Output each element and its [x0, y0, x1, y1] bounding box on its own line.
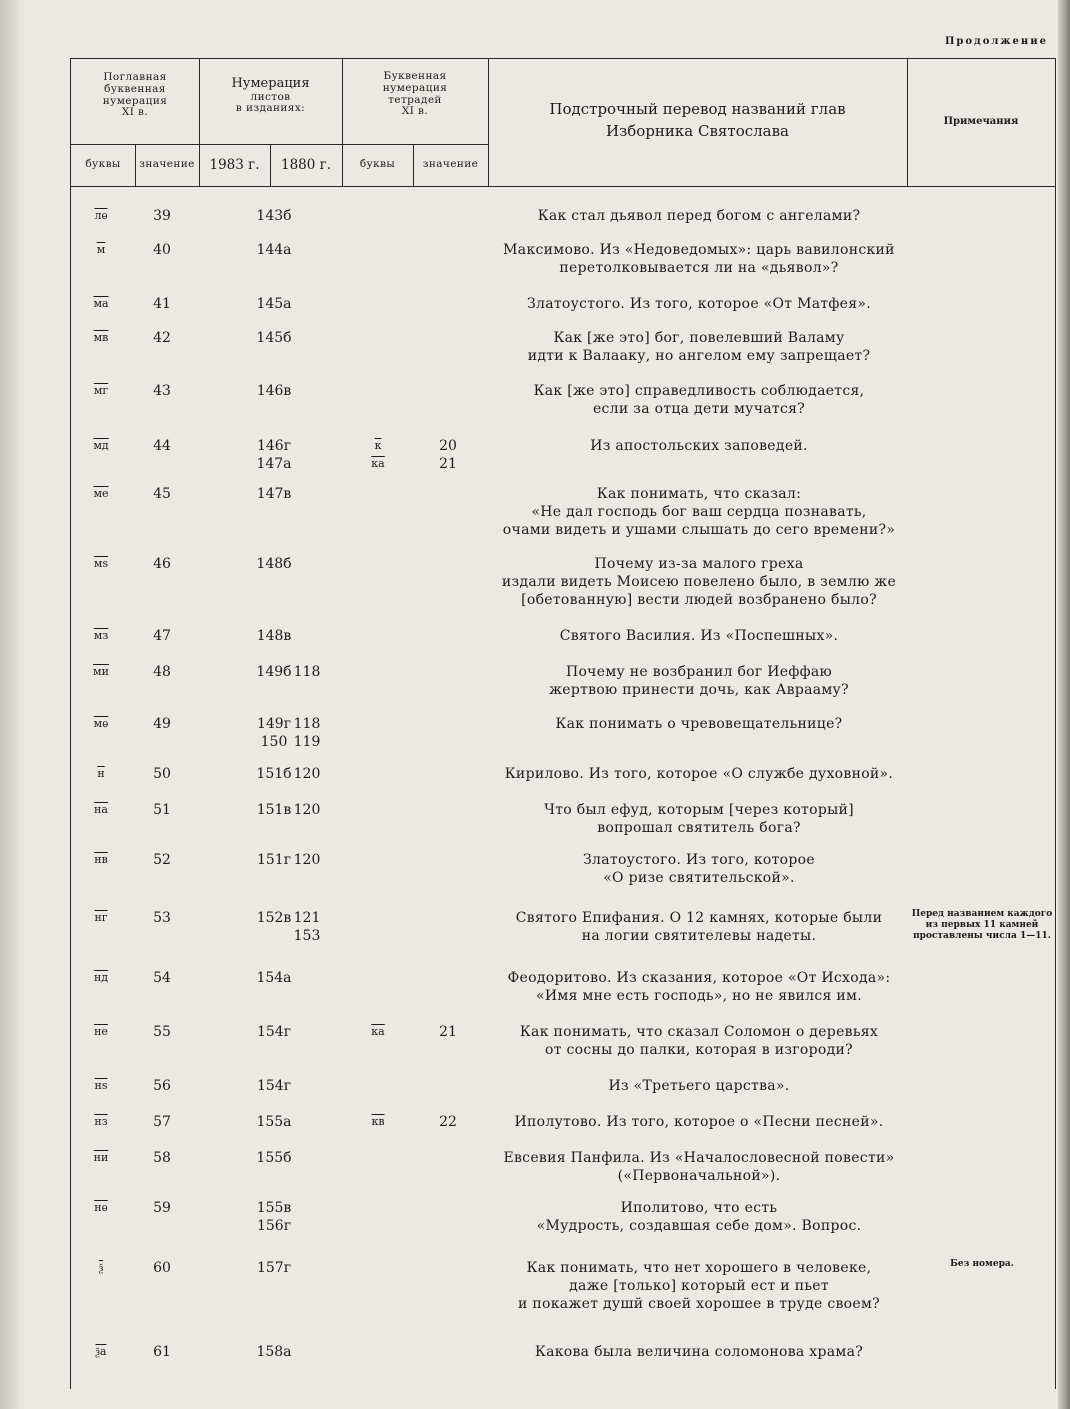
sheet-1983: 157г	[256, 1260, 292, 1276]
header-line: XI в.	[401, 105, 429, 118]
header-sub-letters-2: буквы	[359, 158, 396, 170]
sheet-1983: 148в	[256, 628, 292, 644]
sheet-1983: 151г	[256, 852, 292, 868]
sheet-1983: 158а	[256, 1344, 292, 1360]
chapter-value: 60	[153, 1260, 171, 1276]
chapter-title: Из апостольских заповедей.	[590, 438, 808, 454]
header-line: Буквенная	[383, 70, 447, 82]
chapter-letter: нѳ	[94, 1201, 108, 1214]
chapter-value: 51	[153, 802, 171, 818]
chapter-value: 50	[153, 766, 171, 782]
chapter-letter: ѯа	[95, 1345, 107, 1358]
chapter-title: Почему не возбранил бог Иеффаю жертвою принести дочь, как Аврааму?	[549, 664, 849, 698]
chapter-letter: мз	[93, 629, 109, 642]
chapter-letter: ма	[93, 297, 109, 310]
sheet-1983: 143б	[256, 208, 292, 224]
chapter-title: Как понимать, что нет хорошего в человеке, даже [только] который ест и пьет и покажет душй своей хорошее в труде своем?	[518, 1260, 880, 1312]
header-sub-value-2: значение	[422, 158, 479, 170]
chapter-title: Как понимать, что сказал Соломон о деревьях от сосны до палки, которая в изгороди?	[519, 1024, 879, 1058]
chapter-letter: нв	[94, 853, 108, 866]
chapter-letter: лѳ	[94, 209, 108, 222]
chapter-title: Как [же это] бог, повелевший Валаму идти к Валааку, но ангелом ему запрещает?	[527, 330, 871, 364]
chapter-letter: мг	[93, 384, 109, 397]
chapter-title: Как [же это] справедливость соблюдается, если за отца дети мучатся?	[533, 383, 865, 417]
sheet-1983: 144а	[256, 242, 292, 258]
chapter-title: Иполутово. Из того, которое о «Песни песней».	[514, 1114, 884, 1130]
header-bottom-rule	[71, 186, 1055, 187]
header-line: в изданиях:	[235, 102, 306, 115]
header-line: Подстрочный перевод названий глав	[549, 100, 846, 118]
header-sub-1880: 1880 г.	[280, 157, 331, 173]
sheet-1983: 152в	[256, 910, 292, 926]
chapter-value: 57	[153, 1114, 171, 1130]
sheet-1983: 146г 147а	[256, 438, 292, 472]
chapter-letter: н	[97, 767, 105, 780]
header-line: нумерация	[102, 94, 168, 107]
chapter-title: Что был ефуд, которым [через который] вопрошал святитель бога?	[544, 802, 854, 836]
header-sub-value: значение	[139, 158, 195, 170]
sheet-1983: 154г	[256, 1078, 292, 1094]
header-sub-letters: буквы	[85, 158, 121, 170]
chapter-letter: ѯ	[98, 1261, 104, 1274]
chapter-value: 43	[153, 383, 171, 399]
quire-letter: кв	[371, 1115, 385, 1128]
chapter-value: 48	[153, 664, 171, 680]
header-sheet-numbering	[199, 77, 342, 115]
sheet-1983: 154а	[256, 970, 292, 986]
chapter-value: 42	[153, 330, 171, 346]
sheet-1880: 118 119	[293, 716, 321, 750]
header-line: нумерация	[382, 81, 448, 94]
sheet-1983: 151в	[256, 802, 292, 818]
sheet-1983: 155б	[256, 1150, 292, 1166]
chapter-letter: нѕ	[94, 1079, 108, 1092]
header-line: Изборника Святослава	[606, 121, 789, 140]
chapter-value: 59	[153, 1200, 171, 1216]
chapter-note: Перед названием каждого из первых 11 камней проставлены числа 1—11.	[911, 909, 1053, 941]
chapter-note: Без номера.	[950, 1259, 1014, 1269]
chapter-title: Из «Третьего царства».	[608, 1078, 790, 1094]
sheet-1983: 148б	[256, 556, 292, 572]
chapter-title: Иполитово, что есть «Мудрость, создавшая себе дом». Вопрос.	[536, 1200, 862, 1234]
chapter-value: 54	[153, 970, 171, 986]
chapter-letter: ни	[93, 1151, 109, 1164]
chapter-letter: ме	[93, 487, 109, 500]
header-sub-1983: 1983 г.	[209, 157, 260, 173]
chapter-letter: на	[94, 803, 108, 816]
header-notes: Примечания	[943, 116, 1019, 127]
header-line: Нумерация	[231, 76, 310, 91]
chapter-value: 44	[153, 438, 171, 454]
chapter-value: 52	[153, 852, 171, 868]
sheet-1983: 155в 156г	[256, 1200, 292, 1234]
sheet-1880: 120	[293, 766, 321, 782]
chapter-value: 61	[153, 1344, 171, 1360]
chapter-title: Евсевия Панфила. Из «Началословесной повести» («Первоначальной»).	[503, 1150, 895, 1184]
chapter-title: Златоустого. Из того, которое «От Матфея».	[526, 296, 872, 312]
header-line: XI в.	[121, 106, 149, 119]
header-line: буквенная	[104, 82, 166, 95]
continuation-label: Продолжение	[944, 36, 1048, 47]
sheet-1880: 118	[293, 664, 321, 680]
chapter-value: 55	[153, 1024, 171, 1040]
page-gutter-shadow	[0, 0, 22, 1409]
chapter-value: 46	[153, 556, 171, 572]
chapter-value: 53	[153, 910, 171, 926]
chapter-value: 45	[153, 486, 171, 502]
chapter-letter: нз	[94, 1115, 108, 1128]
sheet-1983: 147в	[256, 486, 292, 502]
sheet-1983: 149г 150	[256, 716, 292, 750]
sheet-1880: 120	[293, 802, 321, 818]
sheet-1880: 120	[293, 852, 321, 868]
sheet-1983: 145а	[256, 296, 292, 312]
chapter-title: Как понимать о чревовещательнице?	[555, 716, 843, 732]
sheet-1983: 155а	[256, 1114, 292, 1130]
chapter-letter: не	[94, 1025, 108, 1038]
chapter-letter: мв	[93, 331, 109, 344]
chapter-letter: ми	[93, 665, 109, 678]
table-frame	[70, 58, 1056, 1389]
chapter-letter: м	[96, 243, 106, 256]
sheet-1880: 121 153	[293, 910, 321, 944]
chapter-title: Почему из-за малого греха издали видеть Моисею повелено было, в землю же [обетованную] вести людей возбранено было?	[501, 556, 897, 608]
chapter-value: 58	[153, 1150, 171, 1166]
sheet-1983: 149б	[256, 664, 292, 680]
header-line: тетрадей	[388, 93, 442, 106]
chapter-value: 47	[153, 628, 171, 644]
chapter-value: 41	[153, 296, 171, 312]
quire-value: 22	[439, 1114, 457, 1130]
sheet-1983: 146в	[256, 383, 292, 399]
header-subrule	[71, 144, 488, 145]
chapter-letter: мѕ	[93, 557, 109, 570]
chapter-title: Максимово. Из «Недоведомых»: царь вавилонский перетолковывается ли на «дьявол»?	[503, 242, 895, 276]
page-edge-shadow	[1058, 0, 1070, 1409]
header-letter-numbering	[71, 72, 199, 119]
sheet-1983: 154г	[256, 1024, 292, 1040]
chapter-value: 49	[153, 716, 171, 732]
chapter-letter: мѳ	[93, 717, 109, 730]
chapter-title: Святого Василия. Из «Поспешных».	[559, 628, 839, 644]
chapter-title: Феодоритово. Из сказания, которое «От Исхода»: «Имя мне есть господь», но не явился им.	[507, 970, 891, 1004]
chapter-value: 56	[153, 1078, 171, 1094]
chapter-value: 39	[153, 208, 171, 224]
sheet-1983: 145б	[256, 330, 292, 346]
chapter-title: Златоустого. Из того, которое «О ризе святительской».	[583, 852, 815, 886]
chapter-letter: нг	[94, 911, 108, 924]
chapter-title: Как стал дьявол перед богом с ангелами?	[537, 208, 861, 224]
chapter-title: Какова была величина соломонова храма?	[534, 1344, 864, 1360]
chapter-title: Как понимать, что сказал: «Не дал господь бог ваш сердца познавать, очами видеть и ушами слышать до сего времени?»	[502, 486, 896, 538]
chapter-letter: нд	[93, 971, 109, 984]
chapter-title: Святого Епифания. О 12 камнях, которые были на логии святителевы надеты.	[515, 910, 883, 944]
chapter-title: Кирилово. Из того, которое «О службе духовной».	[504, 766, 894, 782]
header-line: Поглавная	[103, 71, 167, 83]
quire-letter: ка	[371, 1025, 385, 1038]
quire-letter: к ка	[371, 439, 385, 470]
chapter-letter: мд	[93, 439, 109, 452]
quire-value: 20 21	[439, 438, 457, 472]
header-quire-numbering	[342, 71, 488, 118]
quire-value: 21	[439, 1024, 457, 1040]
header-line: листов	[250, 90, 291, 103]
chapter-value: 40	[153, 242, 171, 258]
header-translation	[488, 99, 907, 143]
sheet-1983: 151б	[256, 766, 292, 782]
